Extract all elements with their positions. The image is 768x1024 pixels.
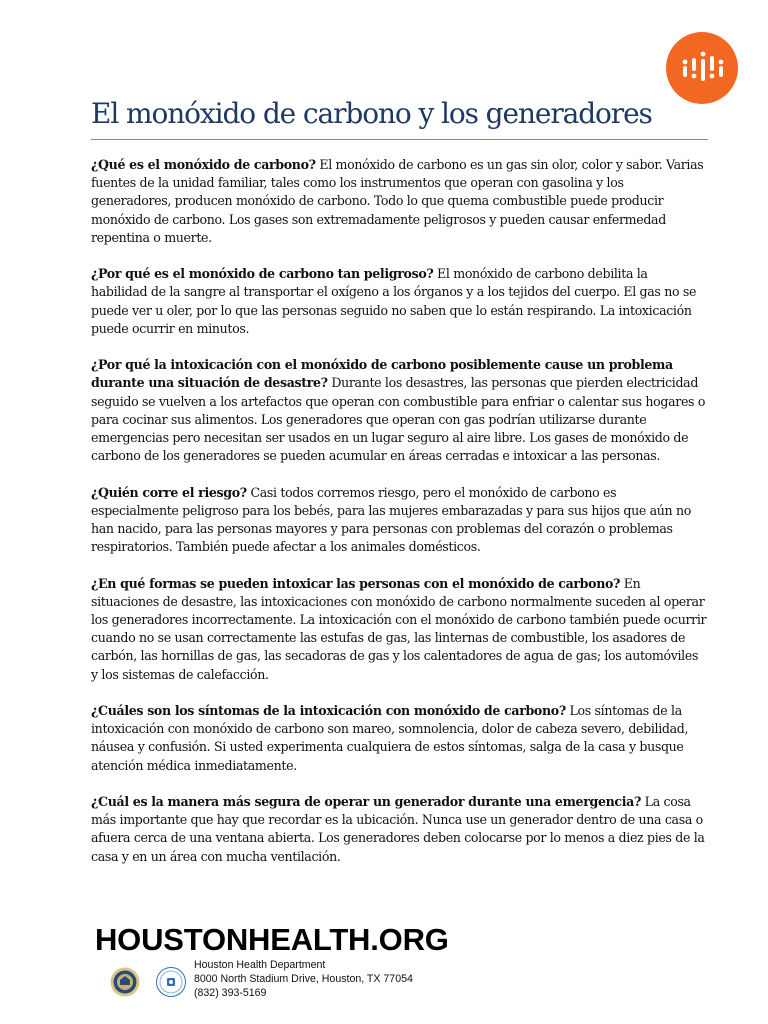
title-divider [91, 139, 708, 140]
faq-answer: La cosa más importante que hay que recordar es la ubicación. Nunca use un generador dentro de una casa o afuera cerca de una ventana abierta. Los generadores deben colocarse por lo menos a diez pies de la casa y en un área con mucha ventilación. [91, 794, 705, 864]
faq-answer: Casi todos corremos riesgo, pero el monóxido de carbono es especialmente peligroso para los bebés, para las mujeres embarazadas y para sus hijos que aún no han nacido, para las personas mayores y para personas con problemas del corazón o problemas respiratorios. También puede afectar a los animales domésticos. [91, 484, 691, 555]
faq-paragraph [91, 265, 707, 338]
footer-website-link[interactable]: HOUSTONHEALTH.ORG [95, 922, 449, 957]
page-title: El monóxido de carbono y los generadores [91, 97, 652, 130]
department-name: Houston Health Department [194, 959, 326, 971]
faq-question: ¿Por qué es el monóxido de carbono tan peligroso? [91, 266, 434, 282]
city-seal-icon [110, 967, 140, 997]
document-body [91, 156, 707, 866]
faq-paragraph [91, 156, 707, 247]
faq-question: ¿Qué es el monóxido de carbono? [91, 157, 316, 172]
faq-answer: En situaciones de desastre, las intoxicaciones con monóxido de carbono normalmente suceden al operar los generadores incorrectamente. La intoxicación con el monóxido de carbono también puede ocurrir cuando no se usan correctamente las estufas de gas, las linternas de combustible, los asadores de carbón, las hornillas de gas, las secadoras de gas y los calentadores de agua de gas; los automóviles y los sistemas de calefacción. [91, 575, 707, 682]
department-seal-icon [156, 967, 186, 997]
faq-answer: Los síntomas de la intoxicación con monóxido de carbono son mareo, somnolencia, dolor de cabeza severo, debilidad, náusea y confusión. Si usted experimenta cualquiera de estos síntomas, salga de la casa y busque atención médica inmediatamente. [91, 703, 689, 773]
faq-question: ¿Cuáles son los síntomas de la intoxicación con monóxido de carbono? [91, 703, 566, 719]
faq-paragraph [91, 356, 707, 465]
faq-paragraph [91, 793, 707, 866]
faq-paragraph [91, 575, 707, 684]
faq-question: ¿Por qué la intoxicación con el monóxido de carbono posiblemente cause un problema durante una situación de desastre? [91, 357, 673, 391]
phone-number: (832) 393-5169 [194, 987, 267, 999]
faq-answer: Durante los desastres, las personas que pierden electricidad seguido se vuelven a los artefactos que operan con combustible para enfriar o calentar sus hogares o para cocinar sus alimentos. Los generadores que operan con gas podrían utilizarse durante emergencias pero necesitan ser usados en un lugar seguro al aire libre. Los gases de monóxido de carbono de los generadores se pueden acumular en áreas cerradas e intoxicar a las personas. [91, 375, 706, 464]
faq-answer: El monóxido de carbono es un gas sin olor, color y sabor. Varias fuentes de la unidad familiar, tales como los instrumentos que operan con gasolina y los generadores, producen monóxido de carbono. Todo lo que quema combustible puede producir monóxido de carbono. Los gases son extremadamente peligrosos y pueden causar enfermedad repentina o muerte. [91, 157, 704, 245]
street-address: 8000 North Stadium Drive, Houston, TX 77054 [194, 973, 413, 985]
faq-answer: El monóxido de carbono debilita la habilidad de la sangre al transportar el oxígeno a los órganos y a los tejidos del cuerpo. El gas no se puede ver u oler, por lo que las personas seguido no saben que lo están respirando. La intoxicación puede ocurrir en minutos. [91, 266, 697, 336]
faq-question: ¿Quién corre el riesgo? [91, 484, 247, 500]
footer-address [194, 958, 413, 1000]
faq-paragraph [91, 484, 707, 557]
faq-question: ¿Cuál es la manera más segura de operar un generador durante una emergencia? [91, 794, 642, 810]
faq-paragraph [91, 702, 707, 775]
faq-question: ¿En qué formas se pueden intoxicar las personas con el monóxido de carbono? [91, 575, 621, 591]
